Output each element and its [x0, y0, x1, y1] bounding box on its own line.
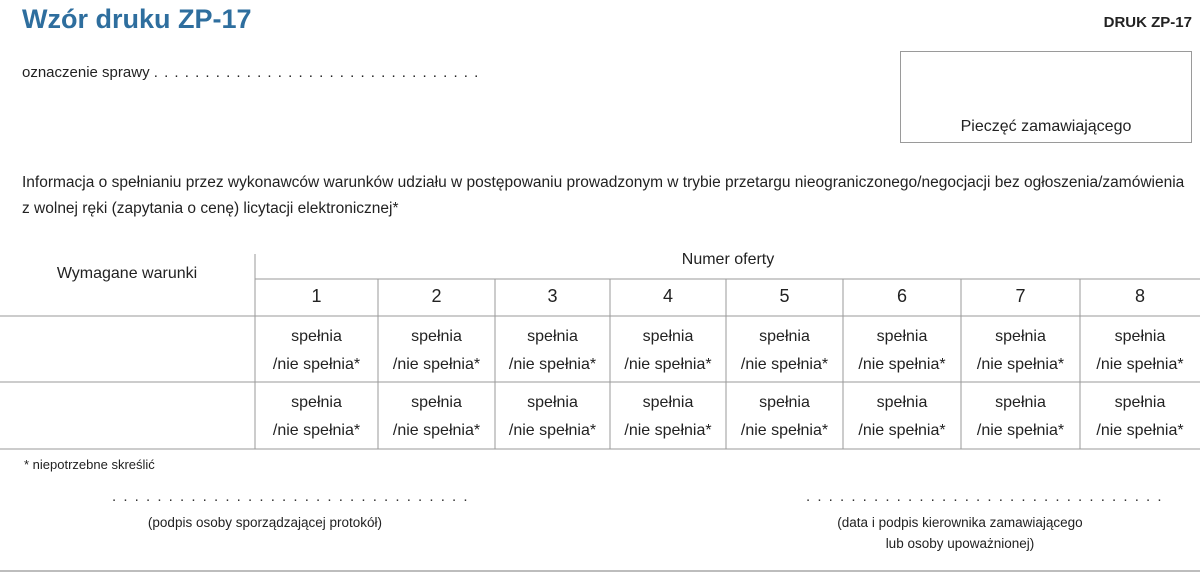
status-cell: [378, 389, 495, 445]
signature-label-right-line2: lub osoby upoważnionej): [885, 536, 1035, 551]
status-met: spełnia: [291, 394, 342, 411]
status-cell: [495, 323, 610, 379]
footnote: * niepotrzebne skreślić: [24, 457, 155, 472]
form-title: Wzór druku ZP-17: [22, 4, 252, 34]
status-met: spełnia: [642, 328, 694, 345]
status-cell: [378, 323, 495, 379]
status-not-met: /nie spełnia*: [740, 422, 829, 439]
status-not-met: /nie spełnia*: [976, 356, 1065, 373]
offer-number-7: 7: [1015, 286, 1026, 306]
status-cell: [1080, 323, 1200, 379]
status-cell: [1080, 389, 1200, 445]
status-cell: [726, 323, 843, 379]
status-cell: [255, 323, 378, 379]
status-met: spełnia: [527, 394, 578, 411]
offer-number-4: 4: [662, 286, 673, 306]
status-met: spełnia: [1114, 394, 1166, 411]
status-met: spełnia: [995, 394, 1046, 411]
status-cell: [495, 389, 610, 445]
status-not-met: /nie spełnia*: [858, 422, 946, 439]
status-cell: [255, 389, 378, 445]
status-met: spełnia: [995, 328, 1046, 345]
status-cell: [843, 323, 961, 379]
status-not-met: /nie spełnia*: [858, 356, 946, 373]
signature-label-right-line1: (data i podpis kierownika zamawiającego: [837, 515, 1083, 530]
offer-number-8: 8: [1134, 286, 1145, 306]
stamp-label: Pieczęć zamawiającego: [960, 118, 1132, 135]
status-met: spełnia: [411, 328, 462, 345]
status-not-met: /nie spełnia*: [508, 422, 597, 439]
offer-number-6: 6: [896, 286, 907, 306]
status-not-met: /nie spełnia*: [508, 356, 597, 373]
info-text: Informacja o spełnianiu przez wykonawców warunków udziału w postępowaniu prowadzonym w trybie przetargu nieograniczonego/negocjacji bez ogłoszenia/zamówienia z wolnej ręki (zapytania o cenę) licytacji elektronicznej*: [22, 174, 1185, 217]
offer-number-3: 3: [547, 286, 558, 306]
status-met: spełnia: [527, 328, 578, 345]
case-label: oznaczenie sprawy: [22, 64, 150, 81]
signature-line-left: . . . . . . . . . . . . . . . . . . . . . . . . . . . . . . . .: [112, 488, 470, 505]
signature-line-right: . . . . . . . . . . . . . . . . . . . . . . . . . . . . . . . .: [806, 488, 1164, 505]
case-dots: . . . . . . . . . . . . . . . . . . . . . . . . . . . . . . . .: [153, 64, 480, 81]
status-cell: [610, 389, 726, 445]
status-not-met: /nie spełnia*: [740, 356, 829, 373]
offer-number-5: 5: [779, 286, 790, 306]
status-not-met: /nie spełnia*: [1096, 422, 1184, 439]
status-met: spełnia: [642, 394, 694, 411]
status-not-met: /nie spełnia*: [1096, 356, 1184, 373]
status-not-met: /nie spełnia*: [272, 356, 361, 373]
signature-label-left: (podpis osoby sporządzającej protokół): [147, 515, 383, 530]
status-cell: [726, 389, 843, 445]
status-not-met: /nie spełnia*: [624, 422, 712, 439]
header-required-conditions: Wymagane warunki: [56, 265, 198, 282]
status-not-met: /nie spełnia*: [976, 422, 1065, 439]
status-met: spełnia: [291, 328, 342, 345]
header-offer-number: Numer oferty: [681, 251, 775, 268]
status-met: spełnia: [876, 328, 928, 345]
form-code: DRUK ZP-17: [1103, 14, 1192, 31]
status-cell: [961, 389, 1080, 445]
status-cell: [961, 323, 1080, 379]
status-met: spełnia: [759, 328, 810, 345]
status-not-met: /nie spełnia*: [272, 422, 361, 439]
status-not-met: /nie spełnia*: [624, 356, 712, 373]
status-cell: [610, 323, 726, 379]
status-met: spełnia: [1114, 328, 1166, 345]
offer-number-1: 1: [311, 286, 322, 306]
status-met: spełnia: [411, 394, 462, 411]
status-cell: [843, 389, 961, 445]
status-met: spełnia: [759, 394, 810, 411]
signature-label-right: [790, 512, 1130, 554]
status-not-met: /nie spełnia*: [392, 356, 481, 373]
status-not-met: /nie spełnia*: [392, 422, 481, 439]
status-met: spełnia: [876, 394, 928, 411]
bottom-rule: [0, 570, 1200, 572]
offer-number-2: 2: [431, 286, 442, 306]
